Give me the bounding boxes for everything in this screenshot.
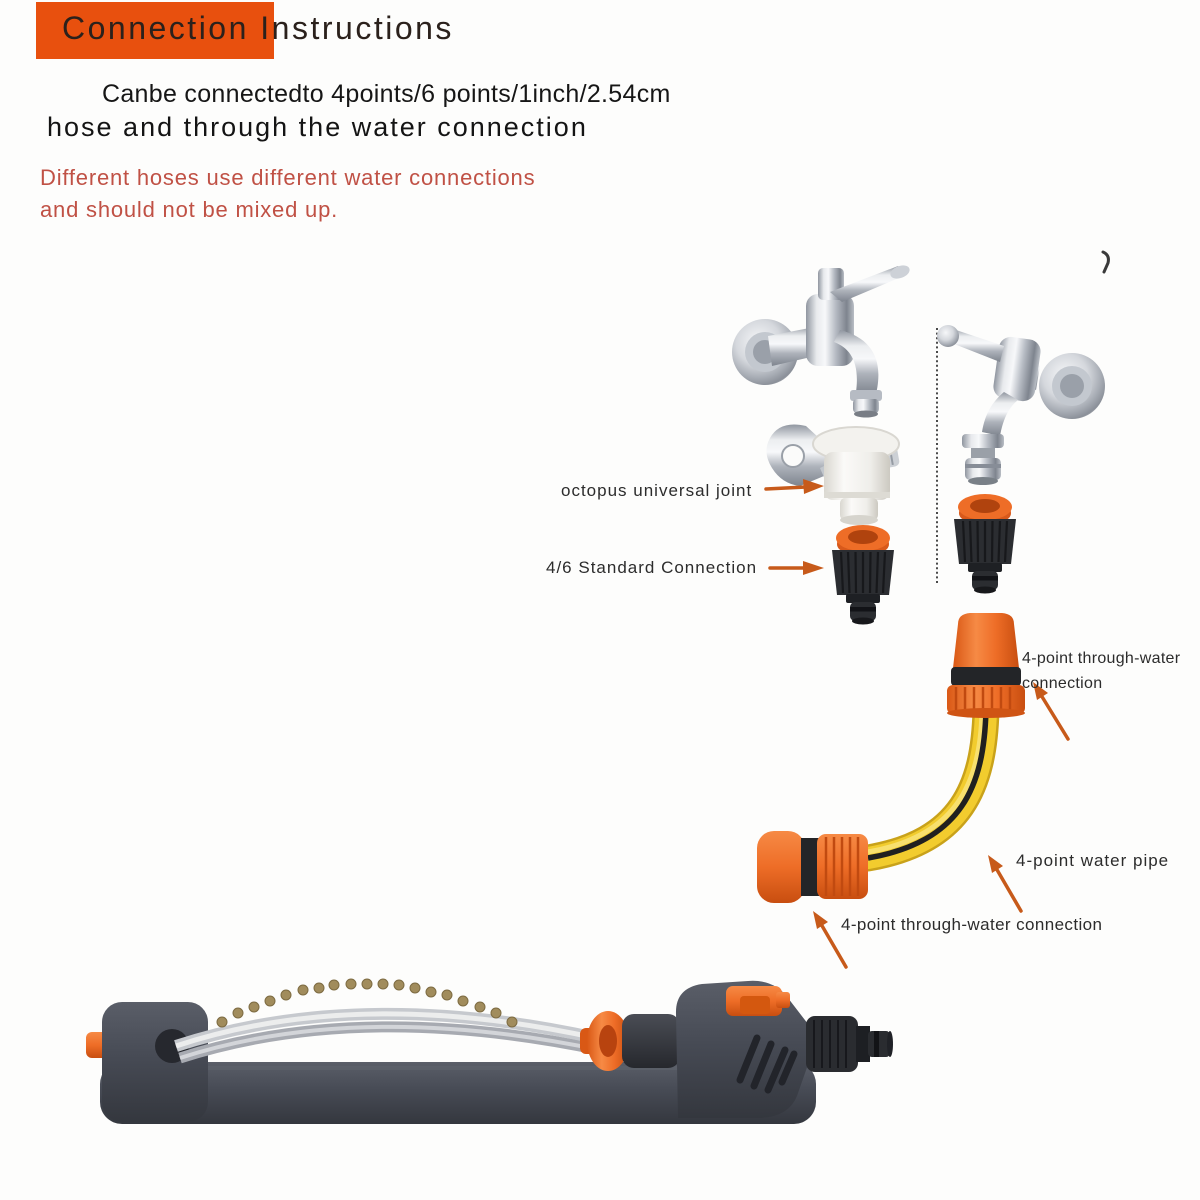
- hose-assembly-image: [757, 613, 1025, 903]
- label-through-water-bottom: 4-point through-water connection: [841, 915, 1103, 934]
- label-octopus-universal-joint: octopus universal joint: [561, 481, 753, 500]
- subtitle-line2: hose and through the water connection: [47, 112, 588, 142]
- sprinkler-spray-tube: [176, 1014, 600, 1058]
- label-water-pipe: 4-point water pipe: [1016, 851, 1170, 870]
- warning-line1: Different hoses use different water connections: [40, 165, 536, 190]
- right-faucet-image: [937, 325, 1105, 485]
- arrow-right-icon-standard: [770, 561, 824, 575]
- left-faucet-image: [732, 263, 911, 418]
- sprinkler-orange-clip: [726, 986, 790, 1016]
- sprinkler-hose-connector: [806, 1016, 893, 1072]
- octopus-universal-joint-image: [766, 425, 900, 526]
- through-water-connector-top-image: [947, 613, 1025, 718]
- page-title: Connection Instructions: [62, 10, 454, 46]
- label-through-water-top-line2: connection: [1022, 675, 1103, 692]
- label-through-water-top: [1022, 646, 1180, 696]
- through-water-connector-bottom-image: [757, 831, 868, 903]
- sprinkler-image: [86, 979, 893, 1124]
- photo-speck-icon: [1103, 252, 1108, 272]
- subtitle-line1: Canbe connectedto 4points/6 points/1inch/2.54cm: [102, 80, 671, 108]
- label-through-water-top-line1: 4-point through-water: [1022, 650, 1181, 667]
- standard-connector-right-image: [954, 494, 1016, 594]
- warning-text: [40, 162, 535, 226]
- warning-line2: and should not be mixed up.: [40, 197, 339, 222]
- label-standard-connection: 4/6 Standard Connection: [546, 558, 758, 577]
- water-pipe-image: [868, 710, 986, 858]
- standard-connector-left-image: [832, 525, 894, 625]
